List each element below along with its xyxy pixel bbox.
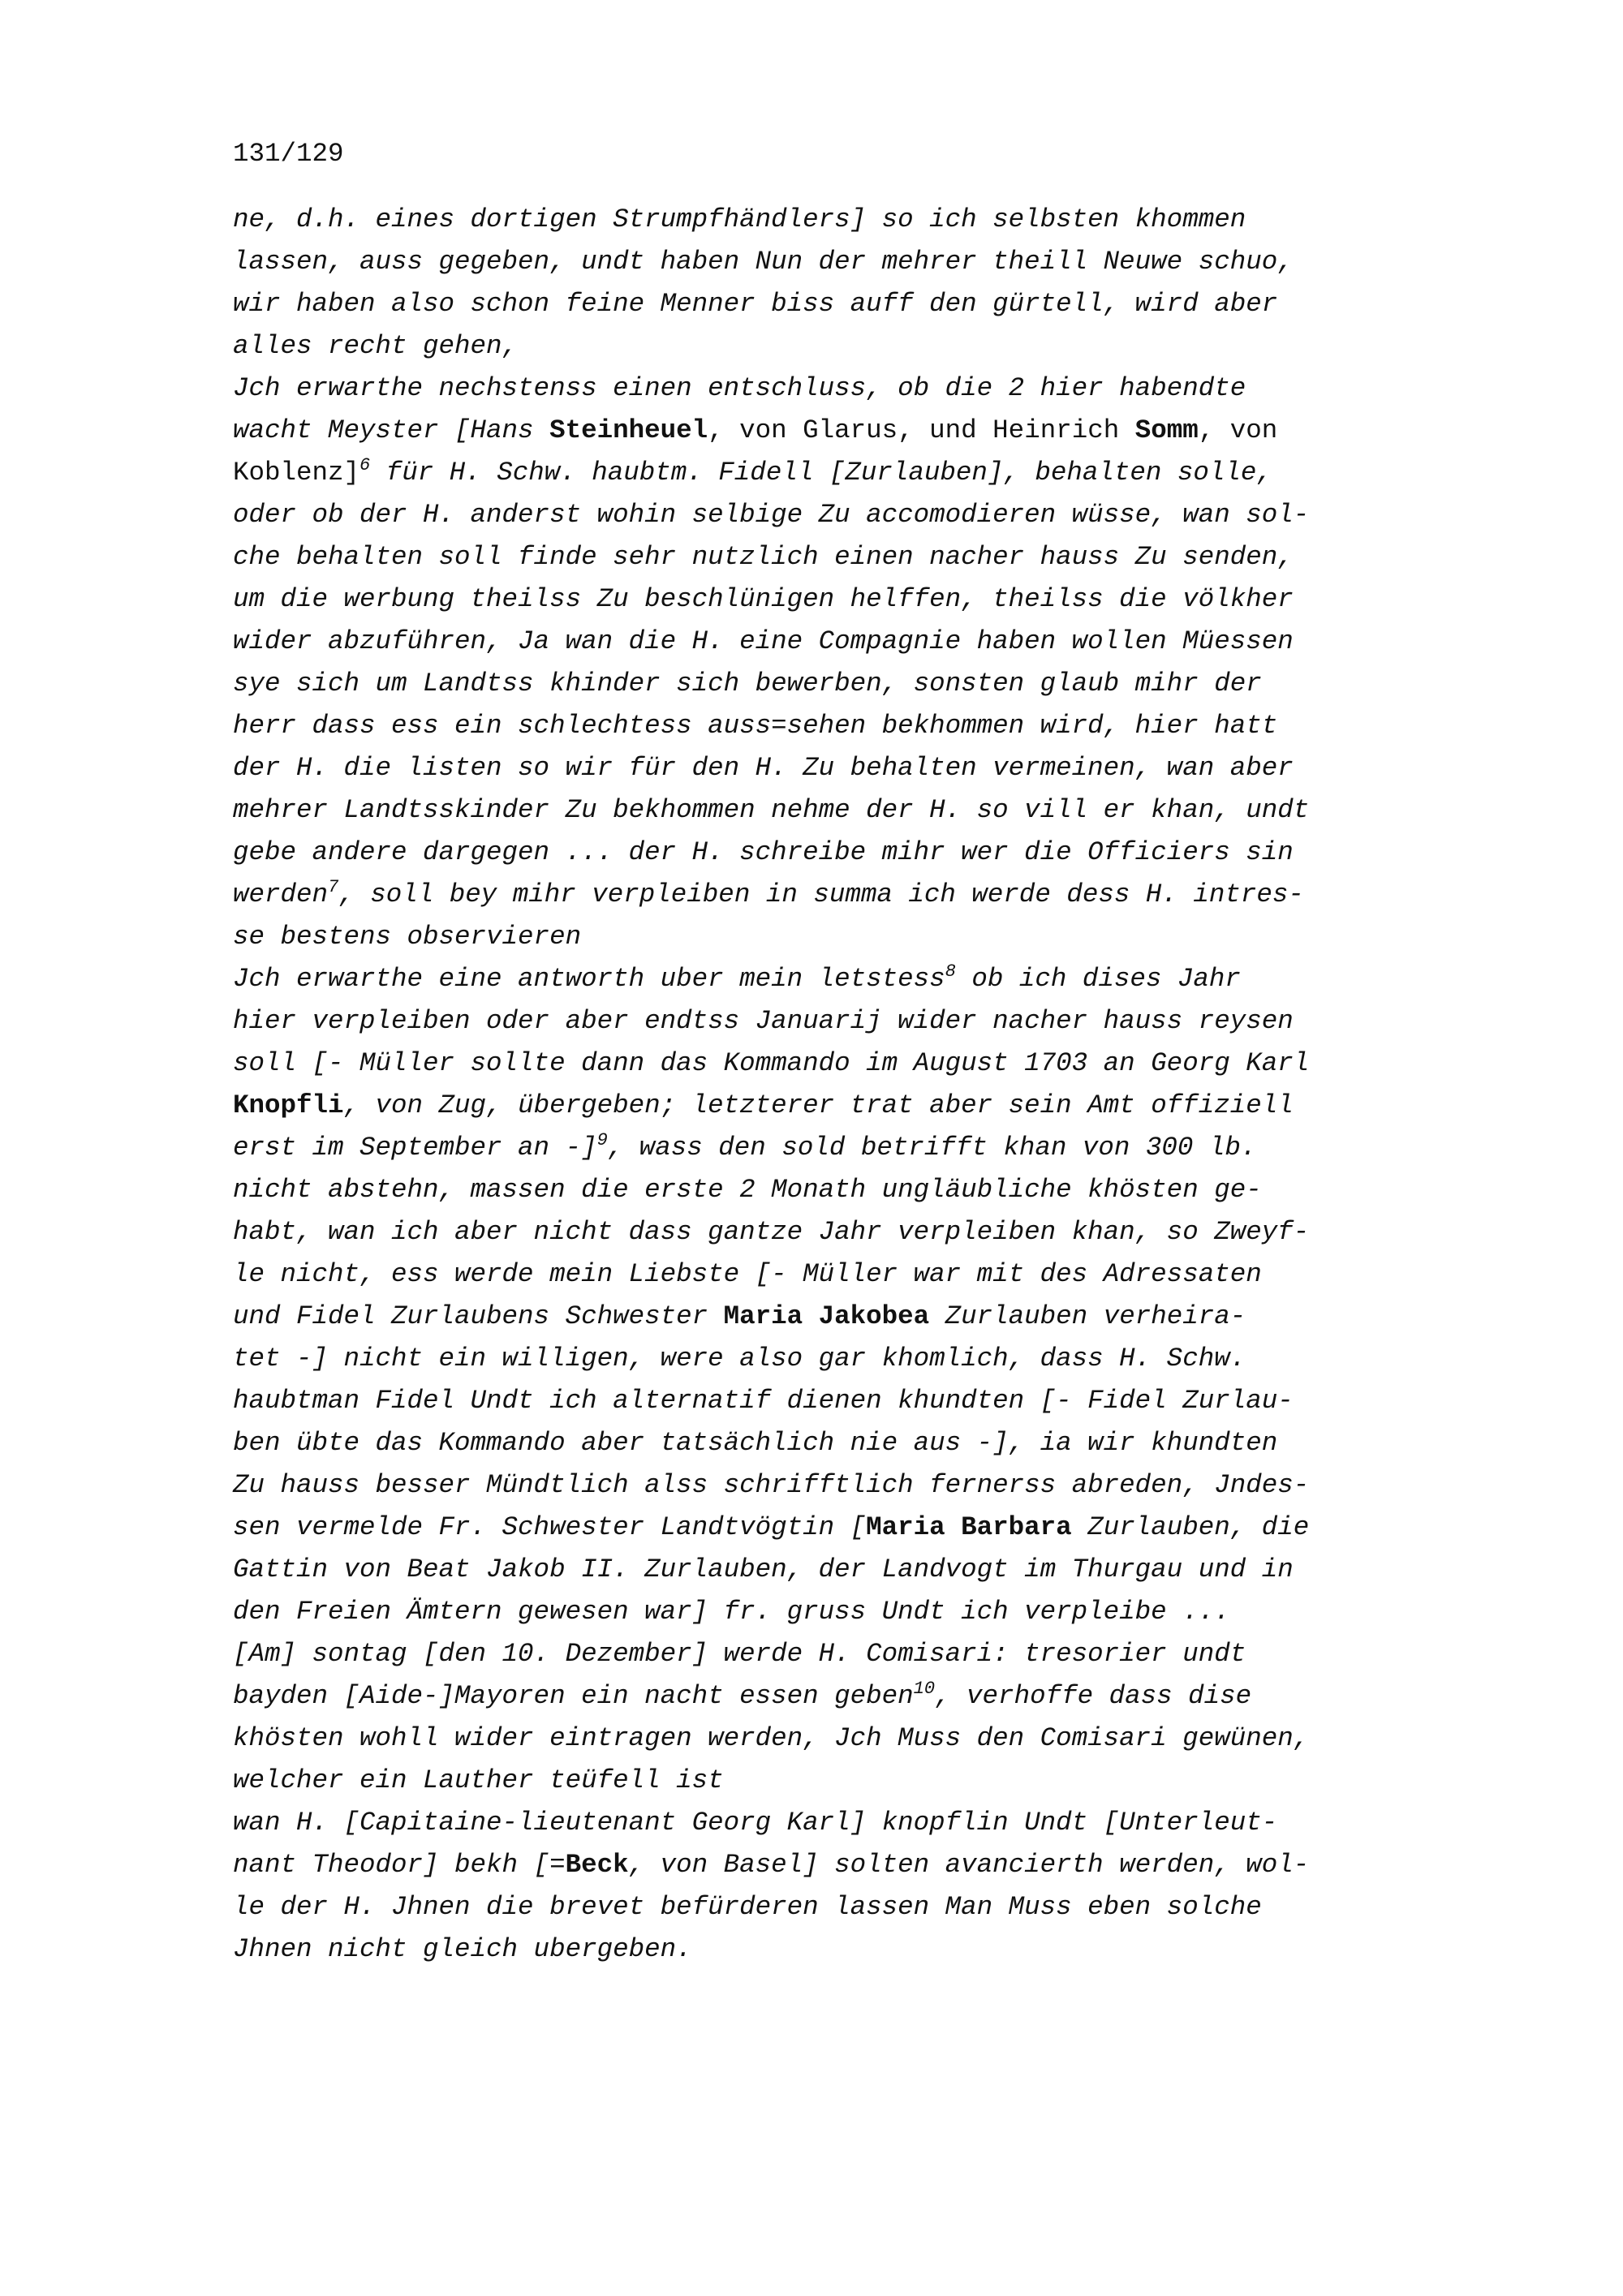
text-segment: wider abzuführen, Ja wan die H. eine Compagnie haben wollen Müessen [233, 626, 1294, 656]
text-line [233, 1464, 1596, 1507]
text-line [233, 663, 1596, 705]
bold-name: Somm [1134, 415, 1199, 445]
text-line [233, 578, 1596, 621]
text-segment: se bestens observieren [233, 922, 582, 952]
text-segment: ne, d.h. eines dortigen Strumpfhändlers] so ich selbsten khommen [233, 204, 1246, 234]
text-line [233, 1338, 1596, 1380]
text-line [233, 874, 1596, 916]
text-line [233, 1127, 1596, 1169]
text-segment: Zurlauben verheira- [929, 1301, 1246, 1331]
text-segment: Zurlauben, die [1071, 1512, 1310, 1542]
text-line [233, 621, 1596, 663]
text-segment: Jhnen nicht gleich ubergeben. [233, 1934, 692, 1964]
text-segment: bayden [Aide-]Mayoren ein nacht essen geben [233, 1681, 914, 1711]
text-line [233, 747, 1596, 789]
text-segment: sye sich um Landtss khinder sich bewerben, sonsten glaub mihr der [233, 669, 1262, 699]
page-number: 131/129 [233, 139, 344, 169]
text-segment: mehrer Landtsskinder Zu bekhommen nehme der H. so vill er khan, undt [233, 795, 1310, 825]
text-line [233, 1000, 1596, 1043]
bold-name: Maria Jakobea [723, 1301, 930, 1331]
text-segment: tet -] nicht ein willigen, were also gar khomlich, dass H. Schw. [233, 1344, 1246, 1374]
text-segment: um die werbung theilss Zu beschlünigen helffen, theilss die völkher [233, 584, 1294, 614]
text-segment: , von Basel] solten avancierth werden, wol- [628, 1850, 1310, 1880]
text-line [233, 368, 1596, 410]
text-segment: soll [- Müller sollte dann das Kommando im August 1703 an Georg Karl [233, 1048, 1310, 1078]
text-segment: nicht abstehn, massen die erste 2 Monath ungläubliche khösten ge- [233, 1175, 1262, 1205]
text-line [233, 494, 1596, 536]
text-line [233, 1802, 1596, 1844]
text-segment: Zu hauss besser Mündtlich alss schrifftlich fernerss abreden, Jndes- [233, 1470, 1310, 1500]
text-line [233, 536, 1596, 578]
text-segment: herr dass ess ein schlechtess auss=sehen bekhommen wird, hier hatt [233, 711, 1278, 741]
text-segment: ben übte das Kommando aber tatsächlich nie aus -], ia wir khundten [233, 1428, 1278, 1458]
upright-text: , von [1198, 415, 1278, 445]
text-line [233, 916, 1596, 958]
text-segment: oder ob der H. anderst wohin selbige Zu accomodieren wüsse, wan sol- [233, 500, 1310, 530]
footnote-marker: 7 [328, 877, 339, 897]
footnote-marker: 10 [913, 1679, 936, 1699]
text-segment: erst im September an -] [233, 1133, 597, 1163]
text-segment: den Freien Ämtern gewesen war] fr. gruss Undt ich verpleibe ... [233, 1597, 1230, 1627]
text-segment: Jch erwarthe eine antworth uber mein letstess [233, 964, 945, 994]
text-segment: , soll bey mihr verpleiben in summa ich werde dess H. intres- [338, 879, 1304, 909]
text-segment: , verhoffe dass dise [935, 1681, 1252, 1711]
text-line [233, 1211, 1596, 1253]
text-line [233, 199, 1596, 241]
text-line [233, 1886, 1596, 1928]
footnote-marker: 6 [359, 455, 371, 475]
text-line [233, 1169, 1596, 1211]
text-segment: sen vermelde Fr. Schwester Landtvögtin [ [233, 1512, 867, 1542]
text-line [233, 1718, 1596, 1760]
text-line [233, 1043, 1596, 1085]
text-segment: werden [233, 879, 329, 909]
text-segment: hier verpleiben oder aber endtss Januarij wider nacher hauss reysen [233, 1006, 1294, 1036]
text-segment: welcher ein Lauther teüfell ist [233, 1765, 724, 1795]
text-segment: ob ich dises Jahr [955, 964, 1241, 994]
text-segment: habt, wan ich aber nicht dass gantze Jahr verpleiben khan, so Zweyf- [233, 1217, 1310, 1247]
text-line [233, 1760, 1596, 1802]
text-line [233, 1296, 1596, 1338]
text-line [233, 1549, 1596, 1591]
footnote-marker: 8 [945, 961, 956, 982]
text-segment: , wass den sold betrifft khan von 300 lb. [607, 1133, 1257, 1163]
text-segment: wacht Meyster [Hans [233, 415, 550, 445]
text-segment: wan H. [Capitaine-lieutenant Georg Karl] knopflin Undt [Unterleut- [233, 1808, 1278, 1838]
text-line [233, 1422, 1596, 1464]
text-segment: und Fidel Zurlaubens Schwester [233, 1301, 724, 1331]
text-line [233, 1380, 1596, 1422]
text-segment: haubtman Fidel Undt ich alternatif dienen khundten [- Fidel Zurlau- [233, 1386, 1294, 1416]
text-line [233, 1675, 1596, 1718]
text-line [233, 1591, 1596, 1633]
text-line [233, 1507, 1596, 1549]
text-line [233, 325, 1596, 368]
text-segment: che behalten soll finde sehr nutzlich einen nacher hauss Zu senden, [233, 542, 1294, 572]
upright-text: , von Glarus, und Heinrich [708, 415, 1135, 445]
text-segment: Jch erwarthe nechstenss einen entschluss, ob die 2 hier habendte [233, 373, 1246, 403]
text-segment: lassen, auss gegeben, undt haben Nun der mehrer theill Neuwe schuo, [233, 247, 1294, 277]
text-line [233, 410, 1596, 452]
text-segment: nant Theodor] bekh [= [233, 1850, 566, 1880]
text-line [233, 832, 1596, 874]
text-segment: Gattin von Beat Jakob II. Zurlauben, der Landvogt im Thurgau und in [233, 1554, 1294, 1584]
text-segment: wir haben also schon feine Menner biss auff den gürtell, wird aber [233, 289, 1278, 319]
text-segment: , von Zug, übergeben; letzterer trat aber sein Amt offiziell [343, 1090, 1294, 1120]
upright-text: Koblenz] [233, 458, 360, 488]
text-segment: gebe andere dargegen ... der H. schreibe mihr wer die Officiers sin [233, 837, 1294, 867]
text-line [233, 241, 1596, 283]
text-segment: der H. die listen so wir für den H. Zu behalten vermeinen, wan aber [233, 753, 1294, 783]
bold-name: Beck [565, 1850, 629, 1880]
text-line [233, 789, 1596, 832]
text-line [233, 1928, 1596, 1971]
bold-name: Steinheuel [549, 415, 708, 445]
text-line [233, 1085, 1596, 1127]
text-line [233, 283, 1596, 325]
text-segment: für H. Schw. haubtm. Fidell [Zurlauben], behalten solle, [370, 458, 1272, 488]
text-line [233, 1844, 1596, 1886]
footnote-marker: 9 [596, 1130, 608, 1150]
text-line [233, 705, 1596, 747]
letter-body-text [233, 199, 1596, 1971]
text-line [233, 1633, 1596, 1675]
text-segment: le der H. Jhnen die brevet befürderen lassen Man Muss eben solche [233, 1892, 1262, 1922]
text-segment: khösten wohll wider eintragen werden, Jch Muss den Comisari gewünen, [233, 1723, 1310, 1753]
text-line [233, 1253, 1596, 1296]
text-segment: [Am] sontag [den 10. Dezember] werde H. Comisari: tresorier undt [233, 1639, 1246, 1669]
text-line [233, 958, 1596, 1000]
text-segment: alles recht gehen, [233, 331, 519, 361]
text-segment: le nicht, ess werde mein Liebste [- Müller war mit des Adressaten [233, 1259, 1262, 1289]
bold-name: Knopfli [233, 1090, 344, 1120]
text-line [233, 452, 1596, 494]
bold-name: Maria Barbara [866, 1512, 1072, 1542]
